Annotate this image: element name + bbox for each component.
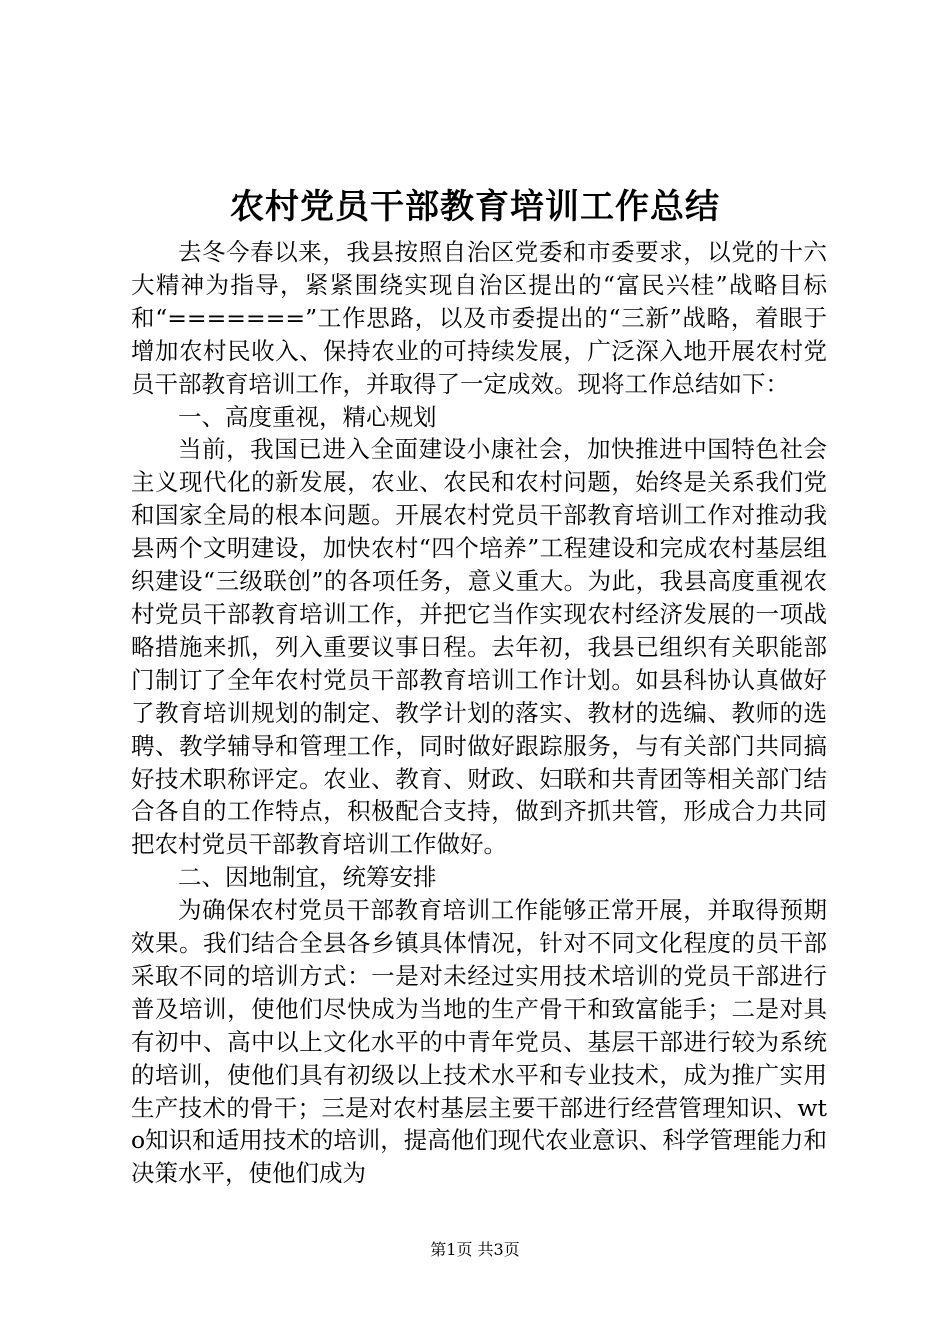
section-heading-2: 二、因地制宜，统筹安排 — [178, 863, 437, 892]
section-heading-1: 一、高度重视，精心规划 — [178, 402, 437, 431]
document-title: 农村党员干部教育培训工作总结 — [230, 187, 720, 227]
section-1-paragraph: 当前，我国已进入全面建设小康社会，加快推进中国特色社会主义现代化的新发展，农业、农民和农村问题，始终是关系我们党和国家全局的根本问题。开展农村党员干部教育培训工作对推动我县两个文明建设，加快农村“四个培养”工程建设和完成农村基层组织建设“三级联创”的各项任务，意义重大。为此，我县高度重视农村党员干部教育培训工作，并把它当作实现农村经济发展的一项战略措施来抓，列入重要议事日程。去年初，我县已组织有关职能部门制订了全年农村党员干部教育培训工作计划。如县科协认真做好了教育培训规划的制定、教学计划的落实、教材的选编、教师的选聘、教学辅导和管理工作，同时做好跟踪服务，与有关部门共同搞好技术职称评定。农业、教育、财政、妇联和共青团等相关部门结合各自的工作特点，积极配合支持，做到齐抓共管，形成合力共同把农村党员干部教育培训工作做好。 — [131, 435, 827, 859]
page-footer: 第1页 共3页 — [430, 1240, 520, 1259]
document-body — [131, 236, 827, 1190]
section-2-paragraph: 为确保农村党员干部教育培训工作能够正常开展，并取得预期效果。我们结合全县各乡镇具体情况，针对不同文化程度的员干部采取不同的培训方式：一是对未经过实用技术培训的党员干部进行普及培训，使他们尽快成为当地的生产骨干和致富能手；二是对具有初中、高中以上文化水平的中青年党员、基层干部进行较为系统的培训，使他们具有初级以上技术水平和专业技术，成为推广实用生产技术的骨干；三是对农村基层主要干部进行经营管理知识、wto知识和适用技术的培训，提高他们现代农业意识、科学管理能力和决策水平，使他们成为 — [131, 896, 827, 1188]
intro-paragraph: 去冬今春以来，我县按照自治区党委和市委要求，以党的十六大精神为指导，紧紧围绕实现自治区提出的“富民兴桂”战略目标和“=======”工作思路，以及市委提出的“三新”战略，着眼于增加农村民收入、保持农业的可持续发展，广泛深入地开展农村党员干部教育培训工作，并取得了一定成效。现将工作总结如下： — [131, 238, 827, 398]
